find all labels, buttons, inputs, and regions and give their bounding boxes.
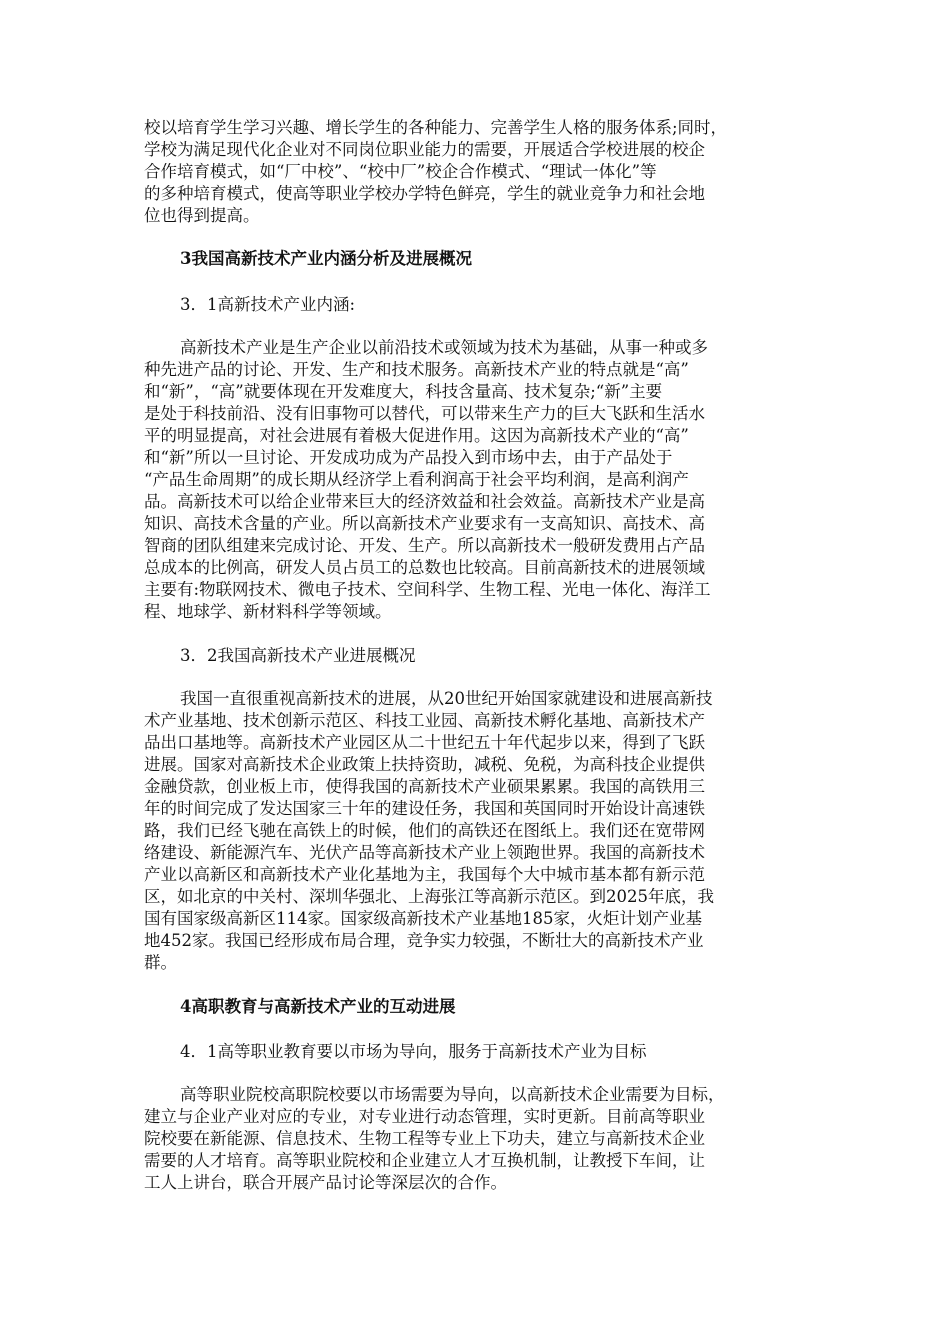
subheading-3-1: 3．1高新技术产业内涵: [180,295,356,314]
text-line: 校以培育学生学习兴趣、增长学生的各种能力、完善学生人格的服务体系;同时， [144,118,728,137]
text-line: 程、地球学、新材料科学等领域。 [144,602,392,621]
text-line: 络建设、新能源汽车、光伏产品等高新技术产业上领跑世界。我国的高新技术 [144,843,705,862]
text-line: 路，我们已经飞驰在高铁上的时候，他们的高铁还在图纸上。我们还在宽带网 [144,821,705,840]
text-line: 产业以高新区和高新技术产业化基地为主，我国每个大中城市基本都有新示范 [144,865,705,884]
text-line: 是处于科技前沿、没有旧事物可以替代，可以带来生产力的巨大飞跃和生活水 [144,404,705,423]
text-line: 总成本的比例高，研发人员占员工的总数也比较高。目前高新技术的进展领域 [144,558,705,577]
text-line: 需要的人才培育。高等职业院校和企业建立人才互换机制，让教授下车间，让 [144,1151,705,1170]
text-line: 工人上讲台，联合开展产品讨论等深层次的合作。 [144,1173,507,1192]
text-line: 金融贷款，创业板上市，使得我国的高新技术产业硕果累累。我国的高铁用三 [144,777,705,796]
text-line: 国有国家级高新区114家。国家级高新技术产业基地185家，火炬计划产业基 [144,909,702,928]
text-line: 术产业基地、技术创新示范区、科技工业园、高新技术孵化基地、高新技术产 [144,711,705,730]
text-line: 进展。国家对高新技术企业政策上扶持资助，减税、免税，为高科技企业提供 [144,755,705,774]
text-line: 和“新”所以一旦讨论、开发成功成为产品投入到市场中去，由于产品处于 [144,448,673,467]
text-line: 品出口基地等。高新技术产业园区从二十世纪五十年代起步以来，得到了飞跃 [144,733,705,752]
section-heading-3: 3我国高新技术产业内涵分析及进展概况 [180,249,472,268]
text-line: 位也得到提高。 [144,206,260,225]
text-line: 智商的团队组建来完成讨论、开发、生产。所以高新技术一般研发费用占产品 [144,536,705,555]
section-heading-4: 4高职教育与高新技术产业的互动进展 [180,997,456,1016]
text-line: 地452家。我国已经形成布局合理，竞争实力较强，不断壮大的高新技术产业 [144,931,704,950]
text-line: 平的明显提高，对社会进展有着极大促进作用。这因为高新技术产业的“高” [144,426,689,445]
text-line: 高新技术产业是生产企业以前沿技术或领域为技术为基础，从事一种或多 [180,338,708,357]
text-line: 我国一直很重视高新技术的进展，从20世纪开始国家就建设和进展高新技 [180,689,713,708]
text-line: 知识、高技术含量的产业。所以高新技术产业要求有一支高知识、高技术、高 [144,514,705,533]
text-line: 年的时间完成了发达国家三十年的建设任务，我国和英国同时开始设计高速铁 [144,799,705,818]
subheading-4-1: 4．1高等职业教育要以市场为导向，服务于高新技术产业为目标 [180,1042,647,1061]
text-line: “产品生命周期”的成长期从经济学上看利润高于社会平均利润，是高利润产 [144,470,689,489]
text-line: 主要有:物联网技术、微电子技术、空间科学、生物工程、光电一体化、海洋工 [144,580,711,599]
text-line: 种先进产品的讨论、开发、生产和技术服务。高新技术产业的特点就是“高” [144,360,689,379]
text-line: 区，如北京的中关村、深圳华强北、上海张江等高新示范区。到2025年底，我 [144,887,714,906]
text-line: 品。高新技术可以给企业带来巨大的经济效益和社会效益。高新技术产业是高 [144,492,705,511]
text-line: 的多种培育模式，使高等职业学校办学特色鲜亮，学生的就业竞争力和社会地 [144,184,705,203]
text-line: 学校为满足现代化企业对不同岗位职业能力的需要，开展适合学校进展的校企 [144,140,705,159]
text-line: 群。 [144,953,177,972]
subheading-3-2: 3．2我国高新技术产业进展概况 [180,646,416,665]
text-line: 和“新”，“高”就要体现在开发难度大，科技含量高、技术复杂;“新”主要 [144,382,663,401]
text-line: 建立与企业产业对应的专业，对专业进行动态管理，实时更新。目前高等职业 [144,1107,705,1126]
text-line: 合作培育模式，如“厂中校”、“校中厂”校企合作模式、“理试一体化”等 [144,162,657,181]
text-line: 院校要在新能源、信息技术、生物工程等专业上下功夫，建立与高新技术企业 [144,1129,705,1148]
text-line: 高等职业院校高职院校要以市场需要为导向，以高新技术企业需要为目标， [180,1085,725,1104]
